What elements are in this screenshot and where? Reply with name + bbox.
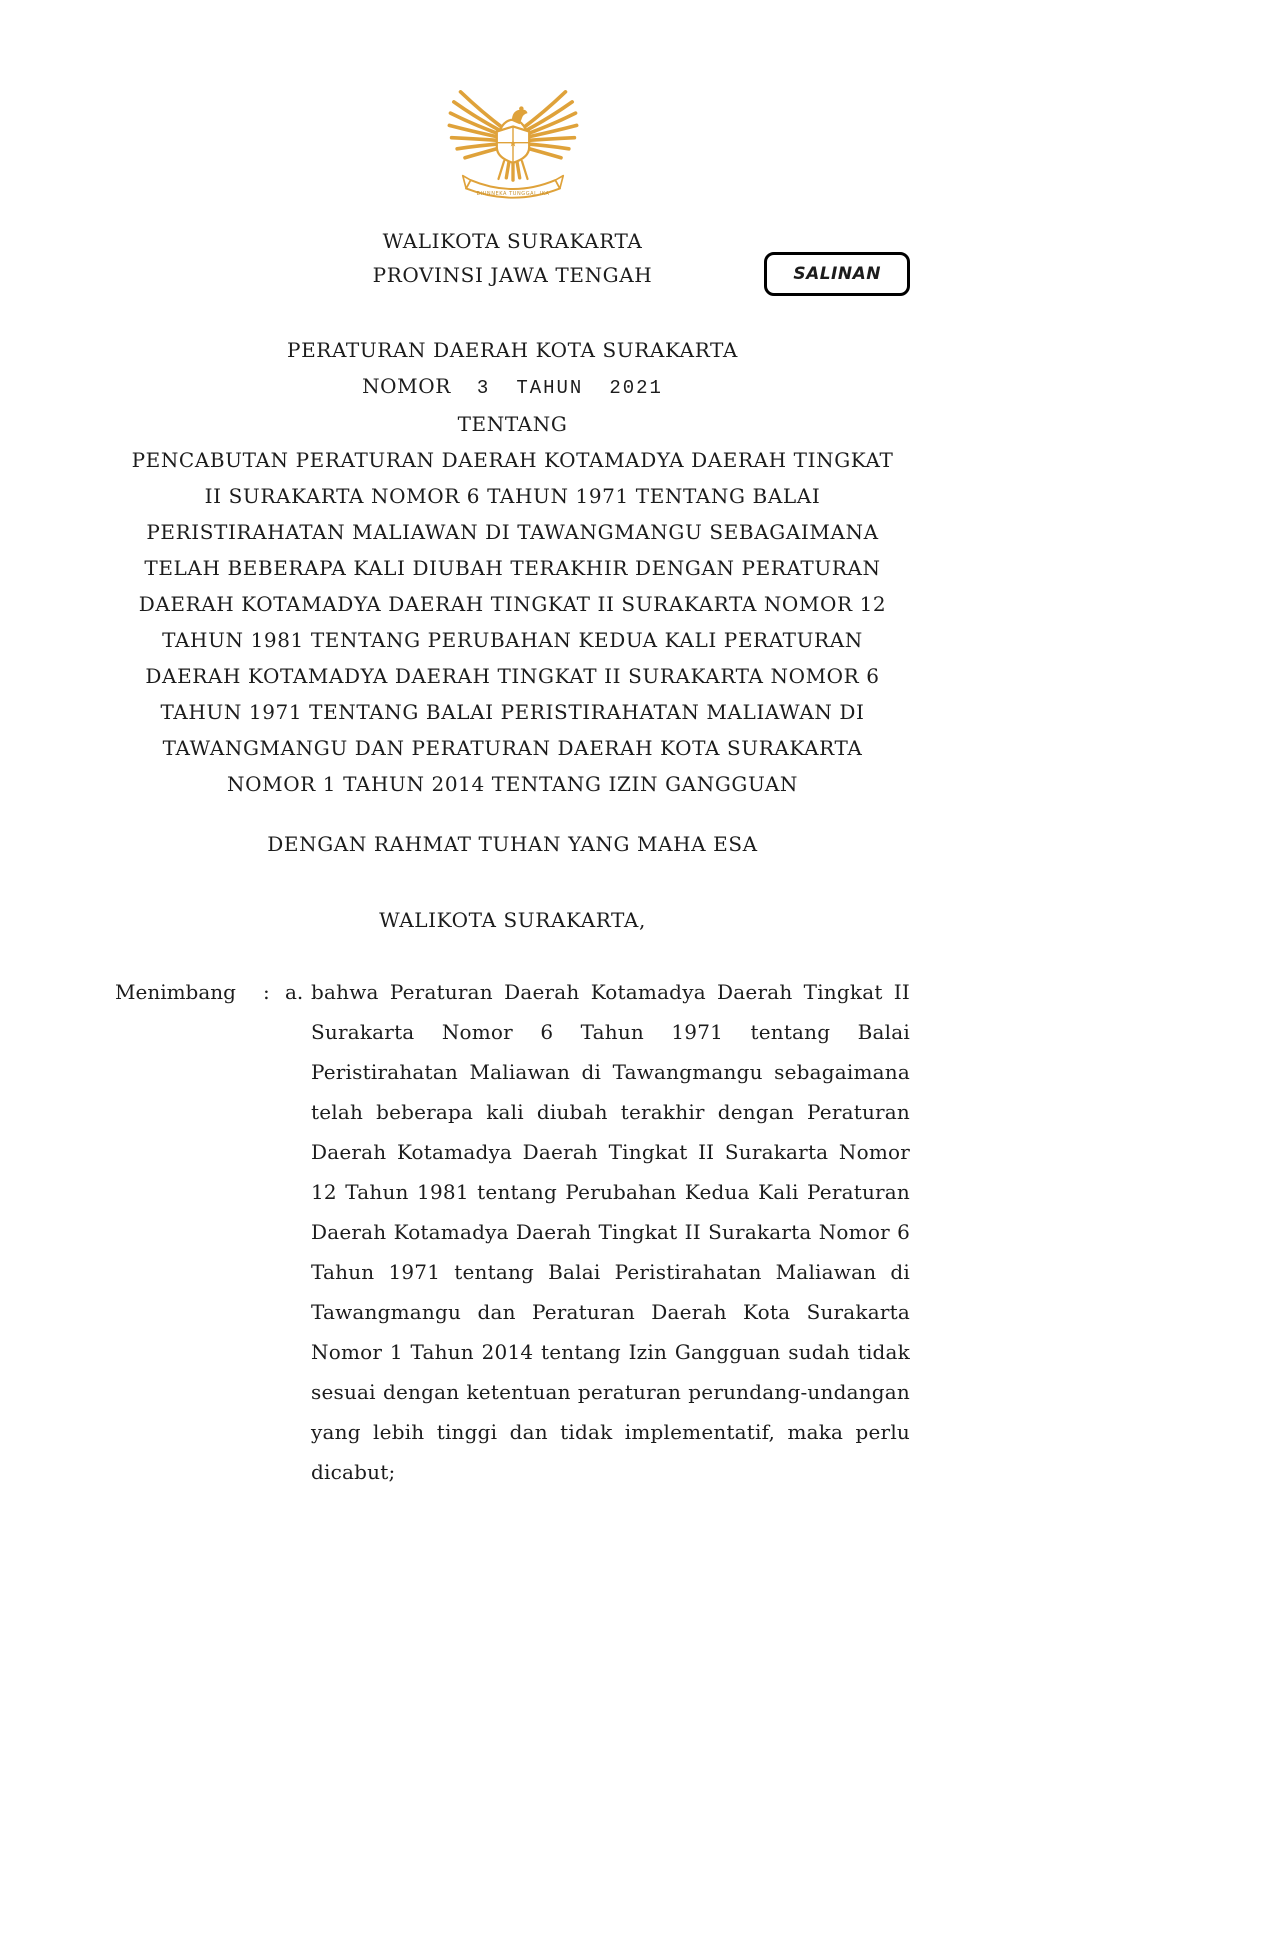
about-label: TENTANG — [457, 412, 568, 436]
doc-number-line — [115, 368, 910, 406]
doc-subject: PENCABUTAN PERATURAN DAERAH KOTAMADYA DAERAH TINGKAT II SURAKARTA NOMOR 6 TAHUN 1971 TENTANG BALAI PERISTIRAHATAN MALIAWAN DI TAWANGMANGU SEBAGAIMANA TELAH BEBERAPA KALI DIUBAH TERAKHIR DENGAN PERATURAN DAERAH KOTAMADYA DAERAH TINGKAT II SURAKARTA NOMOR 12 TAHUN 1981 TENTANG PERUBAHAN KEDUA KALI PERATURAN DAERAH KOTAMADYA DAERAH TINGKAT II SURAKARTA NOMOR 6 TAHUN 1971 TENTANG BALAI PERISTIRAHATAN MALIAWAN DI TAWANGMANGU DAN PERATURAN DAERAH KOTA SURAKARTA NOMOR 1 TAHUN 2014 TENTANG IZIN GANGGUAN — [131, 448, 894, 796]
doc-type-title: PERATURAN DAERAH KOTA SURAKARTA — [287, 338, 738, 362]
considering-item-marker: a. — [285, 980, 304, 1004]
authority-title: WALIKOTA SURAKARTA — [382, 229, 643, 253]
year-label: TAHUN — [516, 377, 584, 399]
year-value: 2021 — [609, 377, 663, 399]
number-value: 3 — [476, 377, 491, 399]
considering-section — [115, 972, 910, 1492]
official-line: WALIKOTA SURAKARTA, — [379, 908, 646, 932]
considering-colon: : — [263, 980, 270, 1004]
invocation-line: DENGAN RAHMAT TUHAN YANG MAHA ESA — [267, 832, 758, 856]
document-content — [115, 0, 910, 1492]
garuda-pancasila-emblem — [446, 76, 580, 210]
considering-item-text: bahwa Peraturan Daerah Kotamadya Daerah Tingkat II Surakarta Nomor 6 Tahun 1971 tentang Balai Peristirahatan Maliawan di Tawangmangu sebagaimana telah beberapa kali diubah terakhir dengan Peraturan Daerah Kotamadya Daerah Tingkat II Surakarta Nomor 12 Tahun 1981 tentang Perubahan Kedua Kali Peraturan Daerah Kotamadya Daerah Tingkat II Surakarta Nomor 6 Tahun 1971 tentang Balai Peristirahatan Maliawan di Tawangmangu dan Peraturan Daerah Kota Surakarta Nomor 1 Tahun 2014 tentang Izin Gangguan sudah tidak sesuai dengan ketentuan peraturan perundang-undangan yang lebih tinggi dan tidak implementatif, maka perlu dicabut; — [311, 980, 910, 1484]
province-title: PROVINSI JAWA TENGAH — [372, 263, 653, 287]
number-label: NOMOR — [362, 374, 451, 398]
emblem-motto: BHINNEKA TUNGGAL IKA — [476, 191, 549, 198]
shield-star-icon: ★ — [508, 138, 517, 150]
garuda-pancasila-icon — [446, 76, 580, 206]
title-block — [115, 332, 910, 802]
considering-label: Menimbang — [115, 980, 236, 1004]
garuda-crest — [519, 106, 523, 110]
garuda-shield — [496, 126, 528, 162]
salinan-stamp: SALINAN — [764, 252, 910, 296]
